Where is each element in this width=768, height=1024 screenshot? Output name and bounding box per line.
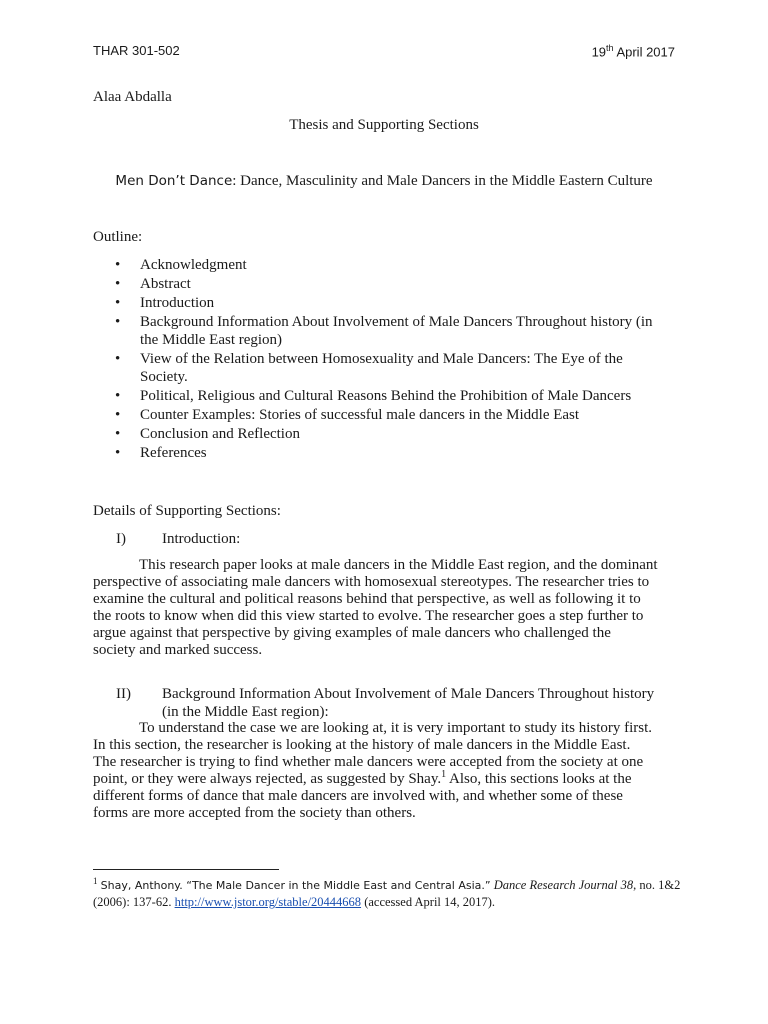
list-item-line: the Middle East region)	[140, 332, 283, 348]
list-item	[93, 294, 683, 312]
list-item	[93, 425, 683, 443]
list-item	[93, 387, 683, 405]
paragraph-line-with-footnote	[93, 771, 676, 788]
footnote-divider	[93, 869, 279, 870]
list-item-line: Conclusion and Reflection	[140, 426, 300, 442]
footnote-pages: (2006): 137-62.	[93, 895, 175, 909]
list-item	[93, 350, 683, 386]
paper-title-rest: : Dance, Masculinity and Male Dancers in the Middle Eastern Culture	[232, 173, 653, 189]
header-date	[592, 43, 675, 59]
footnote-journal: Dance Research Journal 38	[493, 878, 634, 892]
list-item	[93, 275, 683, 293]
section-title: Introduction:	[162, 531, 241, 547]
list-item-line: View of the Relation between Homosexuality and Male Dancers: The Eye of the	[140, 351, 623, 367]
bullet-icon: •	[115, 314, 121, 330]
author-name: Alaa Abdalla	[93, 89, 172, 105]
paragraph-line: In this section, the researcher is looking at the history of male dancers in the Middle East.	[93, 737, 631, 753]
section-number: I)	[116, 531, 126, 547]
list-item-line: Counter Examples: Stories of successful male dancers in the Middle East	[140, 407, 580, 423]
footnote-ref[interactable]: 1	[441, 769, 447, 780]
footnote-number: 1	[93, 875, 98, 886]
bullet-icon: •	[115, 351, 121, 367]
paragraph-line-tail: Also, this sections looks at the	[446, 771, 632, 787]
bullet-icon: •	[115, 295, 121, 311]
section-title	[162, 685, 682, 721]
date-rest: April 2017	[613, 44, 675, 60]
section-2-paragraph	[93, 720, 676, 822]
footnote-accessed: (accessed April 14, 2017).	[361, 895, 496, 909]
list-item	[93, 444, 683, 462]
paper-title-lead: Men Don’t Dance	[115, 173, 233, 189]
paragraph-line: argue against that perspective by giving examples of male dancers who challenged the	[93, 625, 611, 641]
course-code: THAR 301-502	[93, 43, 180, 58]
date-day: 19	[591, 44, 607, 60]
paragraph-line: This research paper looks at male dancers in the Middle East region, and the dominant	[139, 557, 658, 573]
list-item-line: Abstract	[140, 276, 191, 292]
bullet-icon: •	[115, 276, 121, 292]
date-suffix: th	[606, 43, 614, 53]
paragraph-line: The researcher is trying to find whether male dancers were accepted from the society at one	[93, 754, 644, 770]
list-item-line: Acknowledgment	[140, 257, 247, 273]
paragraph-line: society and marked success.	[93, 642, 263, 658]
outline-list	[93, 256, 683, 463]
list-item-line: Political, Religious and Cultural Reasons Behind the Prohibition of Male Dancers	[140, 388, 632, 404]
footnote-link[interactable]: http://www.jstor.org/stable/20444668	[174, 895, 362, 909]
details-label: Details of Supporting Sections:	[93, 503, 281, 519]
list-item-line: Introduction	[140, 295, 215, 311]
section-title-line: Background Information About Involvement of Male Dancers Throughout history	[162, 686, 655, 702]
page-subtitle: Thesis and Supporting Sections	[289, 117, 479, 133]
footnote-issue: , no. 1&2	[633, 878, 681, 892]
paragraph-line: forms are more accepted from the society than others.	[93, 805, 416, 821]
section-title-line: (in the Middle East region):	[162, 704, 329, 720]
paragraph-line: perspective of associating male dancers with homosexual stereotypes. The researcher tries to	[93, 574, 650, 590]
bullet-icon: •	[115, 426, 121, 442]
paragraph-line: the roots to know when did this view started to evolve. The researcher goes a step further to	[93, 608, 644, 624]
paragraph-line-text: point, or they were always rejected, as suggested by Shay.	[93, 771, 442, 787]
paper-title	[0, 172, 768, 190]
section-number: II)	[116, 686, 131, 702]
bullet-icon: •	[115, 388, 121, 404]
section-1-paragraph	[93, 557, 676, 659]
outline-label: Outline:	[93, 229, 143, 245]
list-item	[93, 256, 683, 274]
footnote	[93, 877, 693, 911]
section-heading-2	[116, 685, 676, 721]
list-item-line: Background Information About Involvement of Male Dancers Throughout history (in	[140, 314, 653, 330]
bullet-icon: •	[115, 445, 121, 461]
footnote-author-title: Shay, Anthony. “The Male Dancer in the Middle East and Central Asia.”	[100, 879, 491, 892]
bullet-icon: •	[115, 407, 121, 423]
bullet-icon: •	[115, 257, 121, 273]
paragraph-line: examine the cultural and political reasons behind that perspective, as well as following it to	[93, 591, 641, 607]
paragraph-line: different forms of dance that male dancers are involved with, and whether some of these	[93, 788, 623, 804]
list-item	[93, 406, 683, 424]
list-item-line: Society.	[140, 369, 188, 385]
paragraph-line: To understand the case we are looking at, it is very important to study its history first.	[139, 720, 653, 736]
list-item-line: References	[140, 445, 207, 461]
list-item	[93, 313, 683, 349]
